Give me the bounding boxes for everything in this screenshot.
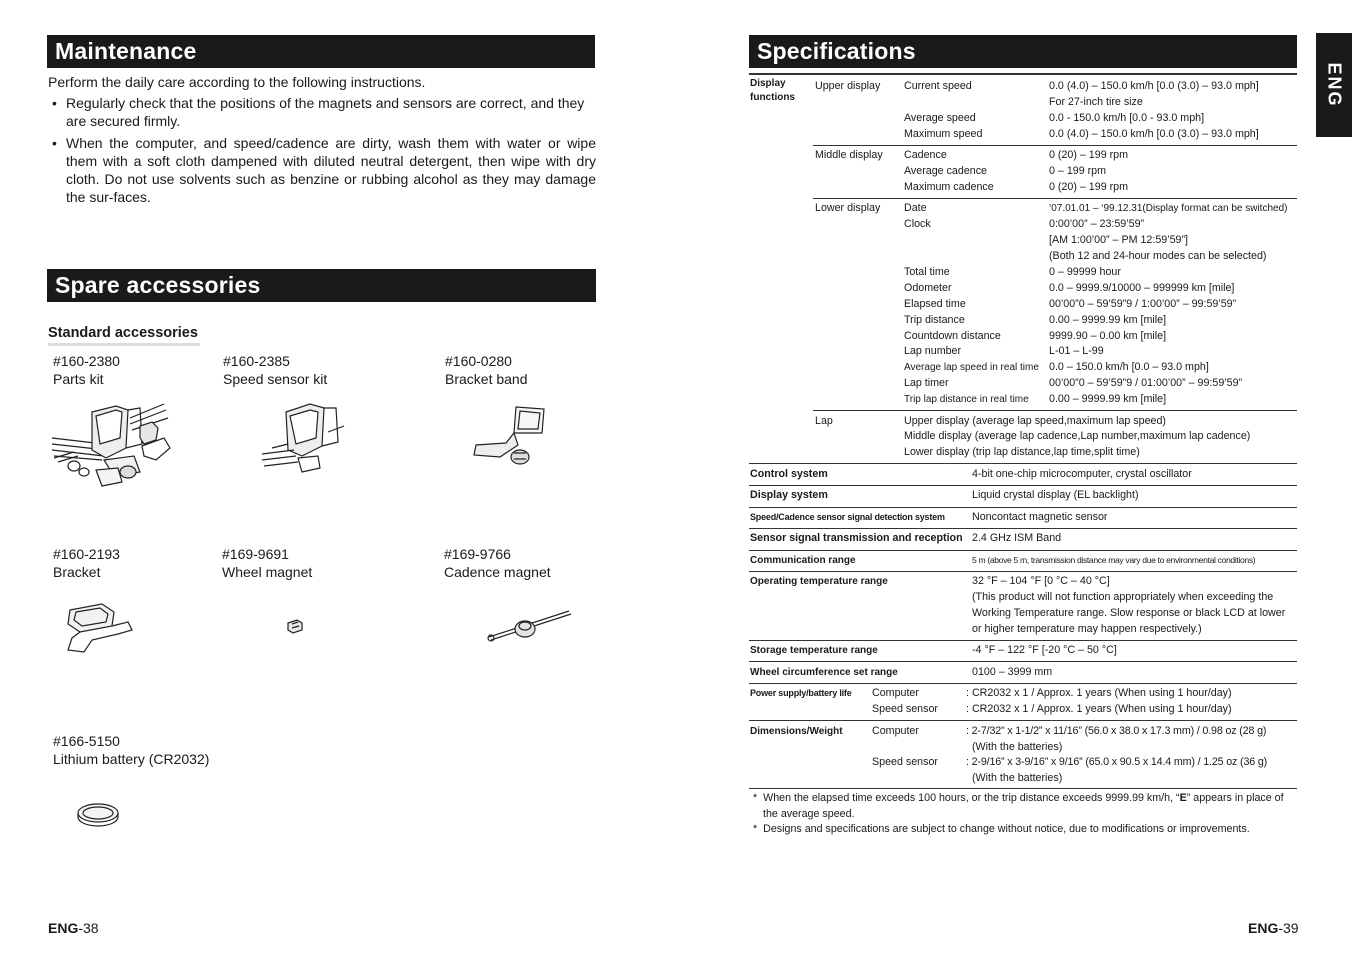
spec-key: Average speed [904,112,976,124]
spec-label-text: Display system [750,489,828,501]
table-divider [749,571,1297,572]
table-divider [749,528,1297,529]
maintenance-title-bar [47,35,595,68]
spec-key: Total time [904,266,950,278]
spec-label [750,686,852,702]
spec-label [750,467,828,483]
spec-label [750,488,828,504]
spec-value: (With the batteries) [972,741,1063,753]
spec-value: 0.0 (4.0) – 150.0 km/h [0.0 (3.0) – 93.0 mph] [1049,128,1259,140]
spec-value: 00’00”0 – 59’59”9 / 01:00’00” – 99:59’59” [1049,377,1243,389]
table-divider [749,485,1297,486]
spec-value: Lower display (trip lap distance,lap time,split time) [904,446,1140,458]
spec-label-text: Control system [750,468,828,480]
spec-value: 00’00”0 – 59’59”9 / 1:00’00” – 99:59’59” [1049,298,1237,310]
spare-accessories-title-bar [47,269,596,302]
accessory-name: Cadence magnet [444,564,551,580]
spec-label [750,724,843,740]
spec-key: Average cadence [904,165,987,177]
spec-key: Cadence [904,149,947,161]
spec-key: Computer [872,687,919,699]
spec-value: 4-bit one-chip microcomputer, crystal oscillator [972,468,1192,480]
accessory-code: #160-2193 [53,546,120,562]
lap-label: Lap [815,415,833,427]
accessory-code: #166-5150 [53,733,120,749]
lithium-battery-image [75,800,121,830]
spec-value: 0.0 - 150.0 km/h [0.0 - 93.0 mph] [1049,112,1205,124]
spec-value: 0100 – 3999 mm [972,666,1053,678]
upper-display-label: Upper display [815,80,881,92]
lower-display-label: Lower display [815,202,881,214]
footnote-mark: * [753,823,758,835]
spec-value: : 2-7/32” x 1-1/2” x 11/16” (56.0 x 38.0 x 17.3 mm) / 0.98 oz (28 g) [966,725,1267,737]
table-divider [749,683,1297,684]
language-tab [1316,33,1352,137]
table-divider [749,720,1297,721]
accessory-code: #160-2385 [223,353,290,369]
footer-page-number: -38 [78,920,99,936]
spec-value: 0 – 99999 hour [1049,266,1121,278]
table-divider [749,463,1297,464]
accessory-name: Lithium battery (CR2032) [53,751,210,767]
spec-value: ‘07.01.01 – ‘99.12.31(Display format can be switched) [1049,203,1288,214]
spec-value: : 2-9/16” x 3-9/16” x 9/16” (65.0 x 90.5 x 14.4 mm) / 1.25 oz (36 g) [966,756,1268,768]
spec-value: (With the batteries) [972,772,1063,784]
spec-value: 0.00 – 9999.99 km [mile] [1049,393,1167,405]
specifications-title-bar [749,35,1297,68]
spec-value: (Both 12 and 24-hour modes can be selected) [1049,250,1267,262]
accessory-name: Bracket band [445,371,528,387]
bullet-text: When the computer, and speed/cadence are dirty, wash them with water or wipe them with a soft cloth dampened with diluted neutral detergent, then wipe with dry cloth. Do not use solvents such as benzine or rubbing alcohol as they may damage the sur-faces. [66,135,596,205]
table-divider [813,410,1297,411]
footnote-e-symbol: E [1179,792,1187,804]
spec-key: Maximum cadence [904,181,994,193]
bullet-text: Regularly check that the positions of the magnets and sensors are correct, and they are secured firmly. [66,95,585,129]
bracket-band-image [470,403,550,473]
spec-label-text: Storage temperature range [750,645,878,656]
spec-value: 9999.90 – 0.00 km [mile] [1049,330,1167,342]
spec-value: 0.00 – 9999.99 km [mile] [1049,314,1167,326]
spec-key: Elapsed time [904,298,966,310]
spec-label [750,643,878,659]
display-label-line1: Display [750,78,786,89]
table-divider [749,550,1297,551]
bracket-image [62,600,134,658]
accessory-code: #160-2380 [53,353,120,369]
footnote-mark: * [753,792,758,804]
table-divider [749,507,1297,508]
spec-value: (This product will not function appropriately when exceeding the [972,591,1274,603]
spec-label-text: Operating temperature range [750,576,888,587]
spec-label-text: Power supply/battery life [750,688,852,698]
spec-value: Middle display (average lap cadence,Lap number,maximum lap cadence) [904,430,1251,442]
display-label-line2: functions [750,92,795,103]
spec-value: 5 m (above 5 m, transmission distance may vary due to environmental conditions) [972,555,1256,565]
spec-value: or higher temperature may happen respectively.) [972,623,1202,635]
footnote-text: ” appears in place of [1186,792,1284,804]
spec-value: 0 (20) – 199 rpm [1049,181,1129,193]
accessory-code: #160-0280 [445,353,512,369]
spec-value: 0.0 – 150.0 km/h [0.0 – 93.0 mph] [1049,361,1209,373]
specifications-title: Specifications [757,38,916,64]
spec-value: Liquid crystal display (EL backlight) [972,489,1139,501]
accessory-item [445,352,528,388]
spec-label-text: Dimensions/Weight [750,726,843,737]
spec-label-text: Sensor signal transmission and reception [750,532,963,544]
wheel-magnet-image [285,618,305,636]
spec-label [750,510,945,526]
table-divider [749,73,1297,75]
spec-key: Countdown distance [904,330,1001,342]
spare-accessories-title: Spare accessories [55,272,261,298]
spec-label [750,531,963,547]
middle-display-label: Middle display [815,149,883,161]
spec-value: : CR2032 x 1 / Approx. 1 years (When using 1 hour/day) [966,687,1232,699]
spec-value: Upper display (average lap speed,maximum lap speed) [904,415,1166,427]
spec-value: -4 °F – 122 °F [-20 °C – 50 °C] [972,644,1117,656]
accessory-name: Parts kit [53,371,104,387]
display-functions-label [750,77,795,105]
accessory-item [53,352,120,388]
spec-value: For 27-inch tire size [1049,96,1143,108]
spec-label-text: Speed/Cadence sensor signal detection system [750,512,945,522]
speed-sensor-kit-image [258,402,348,477]
spec-value: 0.0 (4.0) – 150.0 km/h [0.0 (3.0) – 93.0 mph] [1049,80,1259,92]
accessory-code: #169-9691 [222,546,289,562]
spec-value: 0 – 199 rpm [1049,165,1107,177]
footer-page-number: -39 [1278,920,1299,936]
accessory-name: Speed sensor kit [223,371,328,387]
spec-label [750,574,888,590]
accessory-name: Bracket [53,564,101,580]
standard-accessories-heading: Standard accessories [48,323,200,346]
spec-value: Noncontact magnetic sensor [972,511,1108,523]
language-tab-label: ENG [1324,62,1345,108]
spec-key: Speed sensor [872,756,938,768]
spec-key: Clock [904,218,931,230]
spec-value: 0:00’00” – 23:59’59” [1049,218,1145,230]
spec-key: Date [904,202,927,214]
spec-value: Working Temperature range. Slow response or black LCD at lower [972,607,1286,619]
footnote-text: Designs and specifications are subject to change without notice, due to modifications or improvements. [763,823,1250,835]
spec-key: Speed sensor [872,703,938,715]
cadence-magnet-image [485,607,575,647]
spec-key: Current speed [904,80,972,92]
spec-value: 32 °F – 104 °F [0 °C – 40 °C] [972,575,1110,587]
spec-label-text: Wheel circumference set range [750,667,898,678]
bullet-mark: • [52,135,57,151]
footnote-1 [753,791,1299,822]
spec-key: Trip distance [904,314,965,326]
accessory-item [223,352,327,388]
right-page-footer [1248,920,1299,936]
accessory-item [222,545,312,581]
left-page-footer [48,920,99,936]
spec-label [750,553,856,569]
footnote-2 [753,822,1299,838]
spec-key: Computer [872,725,919,737]
table-divider [749,788,1297,789]
accessory-code: #169-9766 [444,546,511,562]
spec-value: 0.0 – 9999.9/10000 – 999999 km [mile] [1049,282,1235,294]
spec-key: Lap number [904,345,962,357]
accessory-item [53,545,120,581]
spec-value: [AM 1:00’00” – PM 12:59’59”] [1049,234,1189,246]
footnote-text: the average speed. [763,807,855,820]
table-divider [749,661,1297,662]
accessory-item [444,545,551,581]
spec-value: : CR2032 x 1 / Approx. 1 years (When using 1 hour/day) [966,703,1232,715]
table-divider [749,640,1297,641]
spec-key: Lap timer [904,377,949,389]
spec-key: Average lap speed in real time [904,362,1039,373]
bullet-mark: • [52,95,57,111]
spec-value: 0 (20) – 199 rpm [1049,149,1129,161]
footer-prefix: ENG [48,920,79,936]
spec-value: L-01 – L-99 [1049,345,1104,357]
spec-key: Trip lap distance in real time [904,394,1029,405]
table-divider [813,198,1297,199]
spec-key: Odometer [904,282,952,294]
spec-key: Maximum speed [904,128,983,140]
spec-value: 2.4 GHz ISM Band [972,532,1062,544]
footer-prefix: ENG [1248,920,1279,936]
spec-label [750,665,898,681]
spec-label-text: Communication range [750,555,856,566]
accessory-name: Wheel magnet [222,564,313,580]
parts-kit-image [44,398,174,493]
accessory-item [53,732,209,768]
maintenance-intro: Perform the daily care according to the following instructions. [48,74,426,90]
table-divider [813,145,1297,146]
maintenance-title: Maintenance [55,38,197,64]
footnote-text: When the elapsed time exceeds 100 hours, or the trip distance exceeds 9999.99 km/h, “ [763,792,1180,804]
